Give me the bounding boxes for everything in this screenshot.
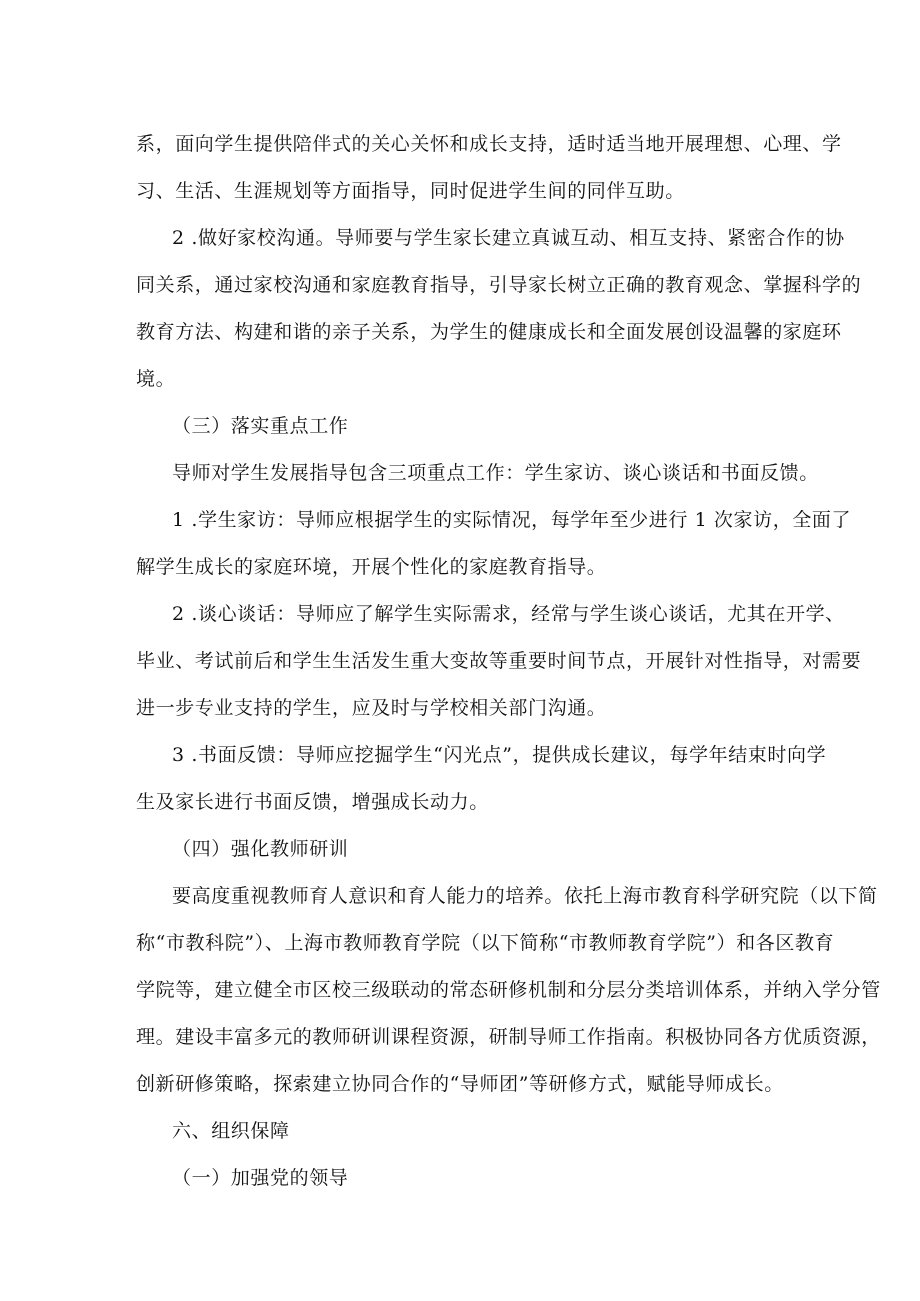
paragraph-line: 习、生活、生涯规划等方面指导，同时促进学生间的同伴互助。 — [136, 180, 685, 202]
paragraph-line: 进一步专业支持的学生，应及时与学校相关部门沟通。 — [136, 697, 607, 719]
paragraph-line: 要高度重视教师育人意识和育人能力的培养。依托上海市教育科学研究院（以下简 — [172, 885, 878, 907]
list-item-line: 3 .书面反馈：导师应挖掘学生“闪光点”，提供成长建议，每学年结束时向学 — [172, 744, 827, 766]
paragraph-line: 毕业、考试前后和学生生活发生重大变故等重要时间节点，开展针对性指导，对需要 — [136, 650, 862, 672]
section-heading: （三）落实重点工作 — [172, 415, 349, 437]
paragraph-line: 生及家长进行书面反馈，增强成长动力。 — [136, 791, 489, 813]
paragraph-line: 理。建设丰富多元的教师研训课程资源，研制导师工作指南。积极协同各方优质资源， — [136, 1026, 881, 1048]
paragraph-line: 教育方法、构建和谐的亲子关系，为学生的健康成长和全面发展创设温馨的家庭环 — [136, 321, 842, 343]
paragraph-line: 系，面向学生提供陪伴式的关心关怀和成长支持，适时适当地开展理想、心理、学 — [136, 133, 842, 155]
paragraph-line: 称“市教科院”）、上海市教师教育学院（以下简称“市教师教育学院”）和各区教育 — [136, 932, 835, 954]
paragraph-line: 境。 — [136, 368, 176, 390]
paragraph-line: 创新研修策略，探索建立协同合作的“导师团”等研修方式，赋能导师成长。 — [136, 1073, 784, 1095]
list-item-line: 2 .谈心谈话：导师应了解学生实际需求，经常与学生谈心谈话，尤其在开学、 — [172, 603, 845, 625]
section-heading: （四）强化教师研训 — [172, 838, 349, 860]
paragraph-line: 同关系，通过家校沟通和家庭教育指导，引导家长树立正确的教育观念、掌握科学的 — [136, 274, 862, 296]
paragraph-line: 解学生成长的家庭环境，开展个性化的家庭教育指导。 — [136, 556, 607, 578]
list-item-line: 2 .做好家校沟通。导师要与学生家长建立真诚互动、相互支持、紧密合作的协 — [172, 227, 845, 249]
section-heading: （一）加强党的领导 — [172, 1167, 349, 1189]
chapter-heading: 六、组织保障 — [172, 1120, 290, 1142]
paragraph-line: 学院等，建立健全市区校三级联动的常态研修机制和分层分类培训体系，并纳入学分管 — [136, 979, 881, 1001]
list-item-line: 1 .学生家访：导师应根据学生的实际情况，每学年至少进行 1 次家访，全面了 — [172, 509, 852, 531]
paragraph-line: 导师对学生发展指导包含三项重点工作：学生家访、谈心谈话和书面反馈。 — [172, 462, 819, 484]
